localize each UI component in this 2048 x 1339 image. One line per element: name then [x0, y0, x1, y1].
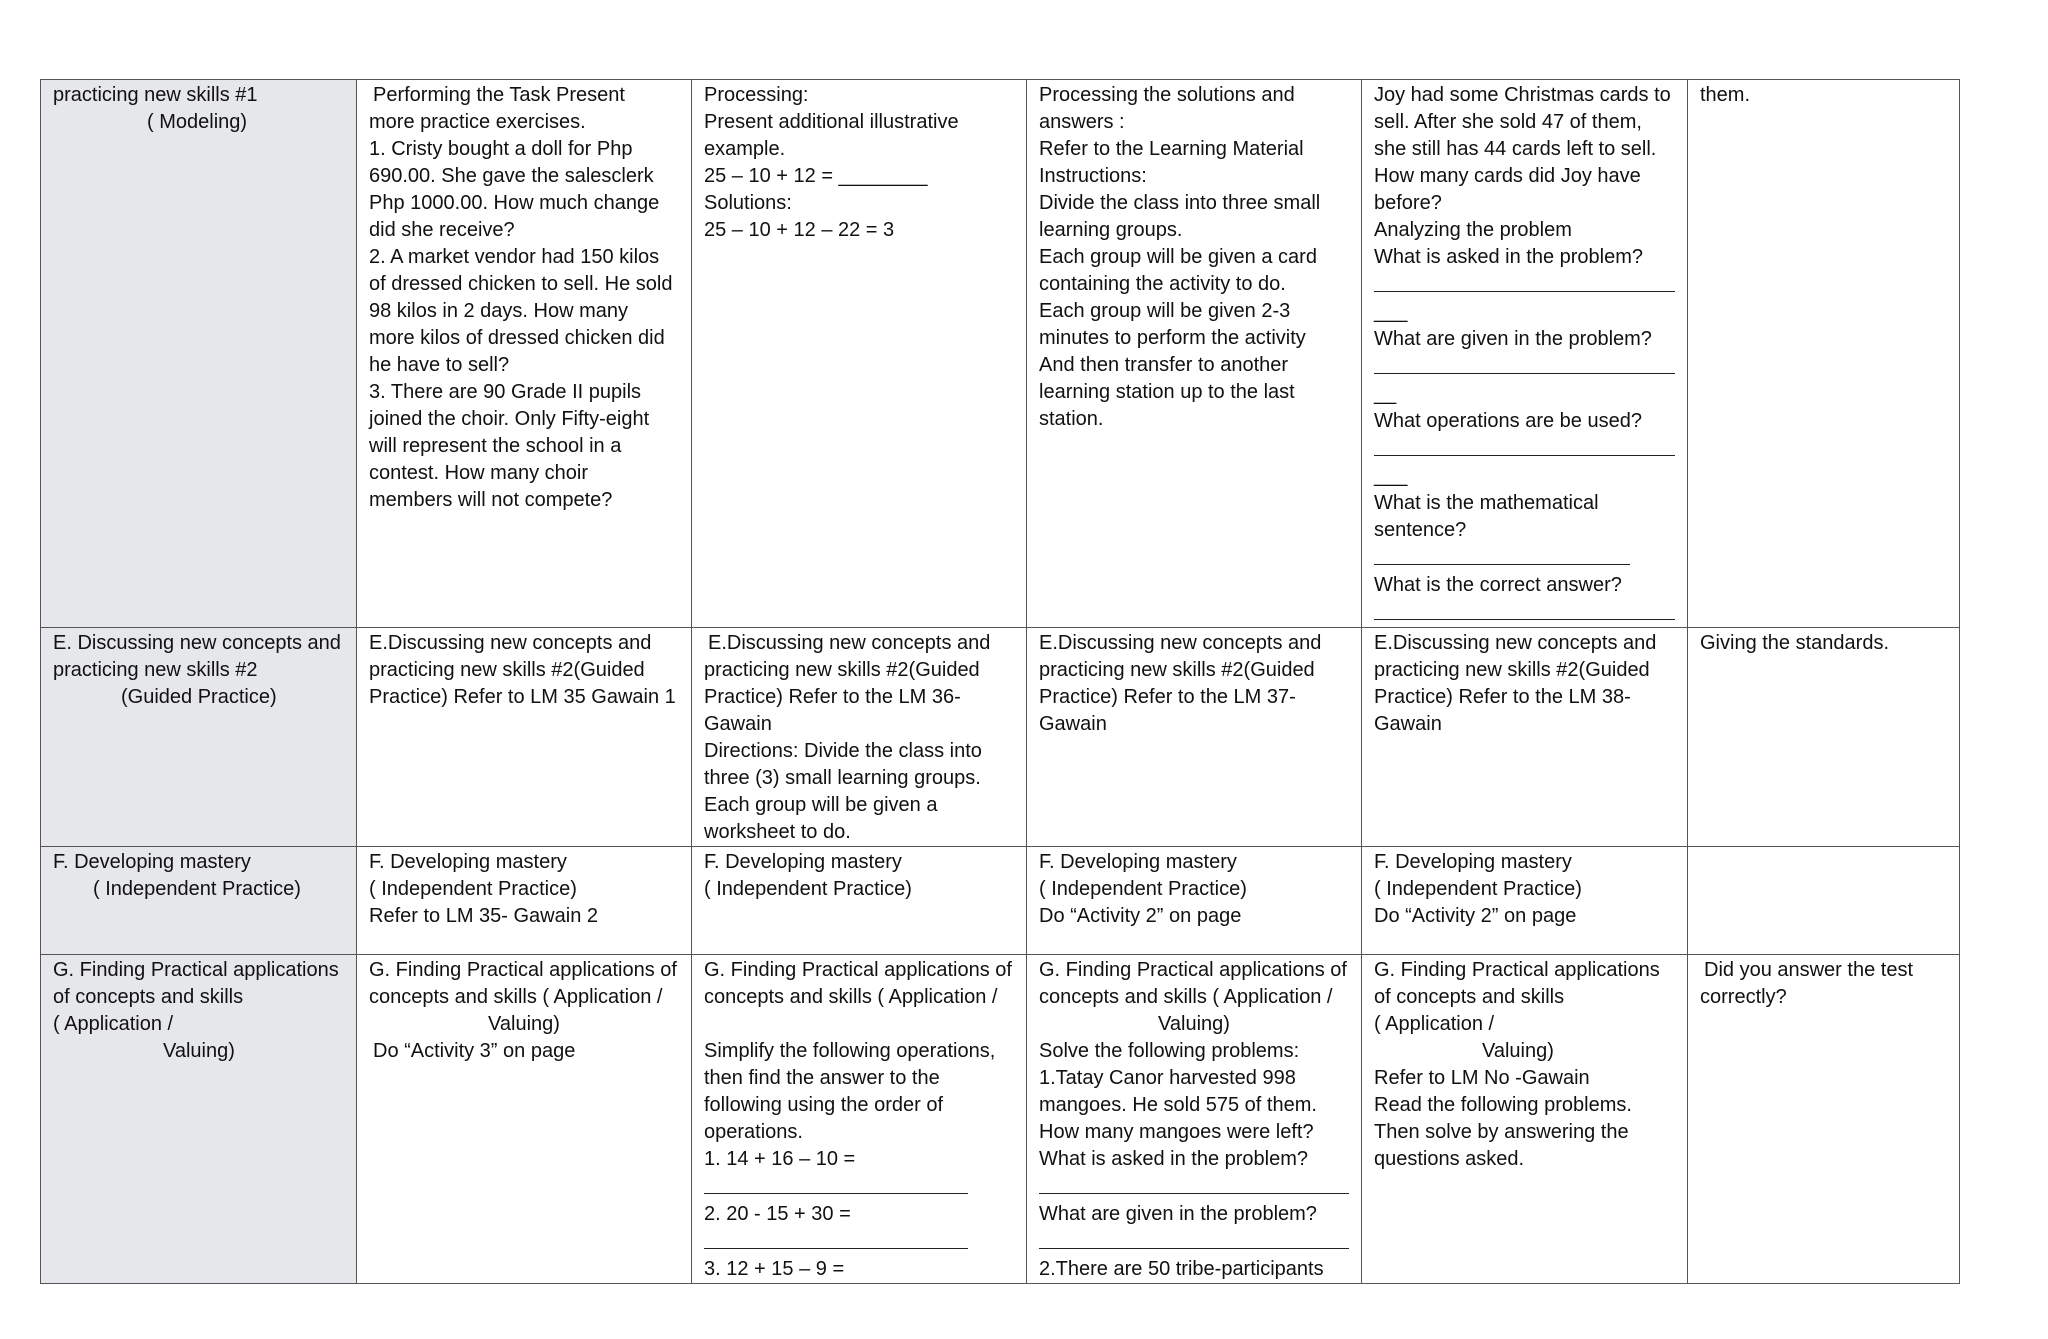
- cell-text-line: containing the activity to do.: [1039, 273, 1286, 295]
- cell-text-line: Simplify the following operations,: [704, 1040, 996, 1062]
- cell-text-line: What are given in the problem?: [1374, 328, 1652, 350]
- cell-text-line: correctly?: [1700, 986, 1787, 1008]
- cell-text-line: ( Modeling): [147, 111, 248, 133]
- cell-text-line: ___: [1374, 465, 1408, 487]
- cell-day2-independent: [692, 847, 1027, 955]
- answer-blank-line: [704, 1173, 968, 1194]
- cell-text-line: Performing the Task Present: [373, 84, 625, 106]
- cell-text-line: concepts and skills ( Application /: [369, 986, 663, 1008]
- cell-day3-modeling: [1027, 80, 1362, 628]
- cell-text-line: before?: [1374, 192, 1442, 214]
- cell-text-line: Each group will be given 2-3: [1039, 300, 1291, 322]
- cell-day4-independent: [1362, 847, 1688, 955]
- cell-text-line: Analyzing the problem: [1374, 219, 1572, 241]
- cell-text-line: Valuing): [163, 1040, 235, 1062]
- cell-text-line: 2. A market vendor had 150 kilos: [369, 246, 660, 268]
- cell-text-line: G. Finding Practical applications: [53, 959, 339, 981]
- cell-day2-guided: [692, 628, 1027, 847]
- cell-text-line: What is the correct answer?: [1374, 574, 1622, 596]
- row-label-application-valuing: [41, 955, 357, 1284]
- cell-text-line: mangoes. He sold 575 of them.: [1039, 1094, 1317, 1116]
- cell-text-line: ( Application /: [1374, 1013, 1495, 1035]
- row-modeling: [41, 80, 1960, 628]
- cell-text-line: questions asked.: [1374, 1148, 1525, 1170]
- cell-text-line: E. Discussing new concepts and: [53, 632, 341, 654]
- cell-text-line: F. Developing mastery: [1374, 851, 1572, 873]
- cell-text-line: Do “Activity 2” on page: [1374, 905, 1577, 927]
- cell-text-line: F. Developing mastery: [369, 851, 567, 873]
- cell-text-line: joined the choir. Only Fifty-eight: [369, 408, 650, 430]
- cell-text-line: F. Developing mastery: [1039, 851, 1237, 873]
- cell-day5-application: [1688, 955, 1960, 1284]
- cell-text-line: Practice) Refer to LM 35 Gawain 1: [369, 686, 676, 708]
- cell-text-line: worksheet to do.: [704, 821, 851, 843]
- cell-text-line: Refer to LM No -Gawain: [1374, 1067, 1590, 1089]
- answer-blank-line: [1039, 1173, 1349, 1194]
- cell-text-line: contest. How many choir: [369, 462, 588, 484]
- cell-text-line: 3. There are 90 Grade II pupils: [369, 381, 642, 403]
- row-guided-practice: [41, 628, 1960, 847]
- cell-text-line: of dressed chicken to sell. He sold: [369, 273, 673, 295]
- cell-text-line: ___: [1374, 301, 1408, 323]
- cell-text-line: Solutions:: [704, 192, 792, 214]
- cell-text-line: Practice) Refer to the LM 37-: [1039, 686, 1296, 708]
- cell-text-line: of concepts and skills: [53, 986, 244, 1008]
- cell-text-line: Do “Activity 3” on page: [373, 1040, 576, 1062]
- cell-text-line: operations.: [704, 1121, 803, 1143]
- cell-text-line: 690.00. She gave the salesclerk: [369, 165, 654, 187]
- cell-text-line: Joy had some Christmas cards to: [1374, 84, 1671, 106]
- cell-text-line: Solve the following problems:: [1039, 1040, 1300, 1062]
- cell-text-line: following using the order of: [704, 1094, 944, 1116]
- answer-blank-line: [1374, 353, 1675, 374]
- cell-text-line: 98 kilos in 2 days. How many: [369, 300, 629, 322]
- cell-text-line: G. Finding Practical applications of: [369, 959, 677, 981]
- cell-text-line: more practice exercises.: [369, 111, 586, 133]
- cell-text-line: Instructions:: [1039, 165, 1147, 187]
- cell-text-line: practicing new skills #2(Guided: [1374, 659, 1650, 681]
- cell-text-line: 25 – 10 + 12 = ________: [704, 165, 928, 187]
- cell-text-line: ( Independent Practice): [369, 878, 577, 900]
- cell-text-line: G. Finding Practical applications of: [704, 959, 1012, 981]
- cell-text-line: more kilos of dressed chicken did: [369, 327, 665, 349]
- cell-text-line: What operations are be used?: [1374, 410, 1642, 432]
- cell-text-line: Refer to the Learning Material: [1039, 138, 1304, 160]
- cell-text-line: of concepts and skills: [1374, 986, 1565, 1008]
- cell-text-line: 2. 20 - 15 + 30 =: [704, 1203, 851, 1225]
- cell-text-line: learning groups.: [1039, 219, 1183, 241]
- cell-text-line: ( Independent Practice): [1039, 878, 1247, 900]
- cell-text-line: 1.Tatay Canor harvested 998: [1039, 1067, 1296, 1089]
- cell-text-line: Gawain: [704, 713, 772, 735]
- cell-text-line: answers :: [1039, 111, 1125, 133]
- cell-day3-guided: [1027, 628, 1362, 847]
- cell-day3-independent: [1027, 847, 1362, 955]
- cell-text-line: What is the mathematical: [1374, 492, 1599, 514]
- cell-text-line: Present additional illustrative: [704, 111, 959, 133]
- cell-text-line: then find the answer to the: [704, 1067, 940, 1089]
- cell-text-line: F. Developing mastery: [53, 851, 251, 873]
- cell-text-line: E.Discussing new concepts and: [708, 632, 991, 654]
- cell-text-line: ( Independent Practice): [1374, 878, 1582, 900]
- cell-text-line: did she receive?: [369, 219, 515, 241]
- cell-text-line: Gawain: [1374, 713, 1442, 735]
- cell-text-line: Directions: Divide the class into: [704, 740, 982, 762]
- cell-day3-application: [1027, 955, 1362, 1284]
- cell-text-line: What is asked in the problem?: [1374, 246, 1644, 268]
- cell-text-line: What is asked in the problem?: [1039, 1148, 1309, 1170]
- cell-day1-guided: [357, 628, 692, 847]
- cell-text-line: G. Finding Practical applications: [1374, 959, 1660, 981]
- answer-blank-line: [1374, 599, 1675, 620]
- cell-text-line: concepts and skills ( Application /: [704, 986, 998, 1008]
- cell-day2-modeling: [692, 80, 1027, 628]
- cell-text-line: 25 – 10 + 12 – 22 = 3: [704, 219, 895, 241]
- cell-text-line: 1. 14 + 16 – 10 =: [704, 1148, 856, 1170]
- cell-text-line: What are given in the problem?: [1039, 1203, 1317, 1225]
- cell-text-line: Then solve by answering the: [1374, 1121, 1629, 1143]
- cell-day1-application: [357, 955, 692, 1284]
- row-independent-practice: [41, 847, 1960, 955]
- cell-text-line: (Guided Practice): [121, 686, 277, 708]
- cell-text-line: Each group will be given a: [704, 794, 938, 816]
- cell-day2-application: [692, 955, 1027, 1284]
- cell-text-line: practicing new skills #2(Guided: [1039, 659, 1315, 681]
- cell-text-line: __: [1374, 383, 1397, 405]
- cell-text-line: Did you answer the test: [1704, 959, 1913, 981]
- cell-text-line: she still has 44 cards left to sell.: [1374, 138, 1657, 160]
- cell-text-line: E.Discussing new concepts and: [1374, 632, 1657, 654]
- cell-text-line: members will not compete?: [369, 489, 613, 511]
- answer-blank-line: [1374, 544, 1630, 565]
- cell-text-line: F. Developing mastery: [704, 851, 902, 873]
- cell-text-line: E.Discussing new concepts and: [369, 632, 652, 654]
- cell-day5-guided: [1688, 628, 1960, 847]
- cell-text-line: sell. After she sold 47 of them,: [1374, 111, 1642, 133]
- row-label-guided-practice: [41, 628, 357, 847]
- cell-text-line: Read the following problems.: [1374, 1094, 1632, 1116]
- cell-text-line: Valuing): [488, 1013, 560, 1035]
- cell-text-line: And then transfer to another: [1039, 354, 1289, 376]
- cell-text-line: Processing the solutions and: [1039, 84, 1295, 106]
- cell-text-line: ( Independent Practice): [704, 878, 912, 900]
- cell-text-line: will represent the school in a: [369, 435, 622, 457]
- cell-text-line: three (3) small learning groups.: [704, 767, 981, 789]
- cell-text-line: 2.There are 50 tribe-participants: [1039, 1258, 1324, 1280]
- cell-text-line: Gawain: [1039, 713, 1107, 735]
- cell-text-line: Valuing): [1158, 1013, 1230, 1035]
- cell-day1-modeling: [357, 80, 692, 628]
- cell-text-line: Valuing): [1482, 1040, 1554, 1062]
- cell-text-line: sentence?: [1374, 519, 1467, 541]
- row-application-valuing: [41, 955, 1960, 1284]
- cell-day5-modeling: [1688, 80, 1960, 628]
- cell-text-line: 1. Cristy bought a doll for Php: [369, 138, 633, 160]
- cell-text-line: example.: [704, 138, 786, 160]
- cell-day5-independent: [1688, 847, 1960, 955]
- cell-text-line: Do “Activity 2” on page: [1039, 905, 1242, 927]
- row-label-independent-practice: [41, 847, 357, 955]
- lesson-plan-table: [40, 79, 1960, 1284]
- answer-blank-line: [1374, 271, 1675, 292]
- cell-text-line: Practice) Refer to the LM 36-: [704, 686, 961, 708]
- cell-text-line: Divide the class into three small: [1039, 192, 1321, 214]
- cell-text-line: practicing new skills #2(Guided: [369, 659, 645, 681]
- cell-day4-guided: [1362, 628, 1688, 847]
- cell-text-line: practicing new skills #2(Guided: [704, 659, 980, 681]
- cell-day4-modeling: [1362, 80, 1688, 628]
- row-label-modeling: [41, 80, 357, 628]
- cell-text-line: Php 1000.00. How much change: [369, 192, 660, 214]
- cell-text-line: concepts and skills ( Application /: [1039, 986, 1333, 1008]
- cell-text-line: ( Independent Practice): [93, 878, 301, 900]
- cell-text-line: station.: [1039, 408, 1104, 430]
- cell-text-line: practicing new skills #2: [53, 659, 258, 681]
- cell-text-line: Each group will be given a card: [1039, 246, 1317, 268]
- cell-text-line: Giving the standards.: [1700, 632, 1889, 654]
- cell-text-line: Refer to LM 35- Gawain 2: [369, 905, 598, 927]
- cell-text-line: 3. 12 + 15 – 9 =: [704, 1258, 845, 1280]
- answer-blank-line: [1039, 1228, 1349, 1249]
- cell-text-line: he have to sell?: [369, 354, 510, 376]
- cell-text-line: How many mangoes were left?: [1039, 1121, 1314, 1143]
- cell-text-line: Processing:: [704, 84, 809, 106]
- cell-day1-independent: [357, 847, 692, 955]
- cell-text-line: G. Finding Practical applications of: [1039, 959, 1347, 981]
- answer-blank-line: [1374, 435, 1675, 456]
- cell-text-line: practicing new skills #1: [53, 84, 258, 106]
- cell-text-line: E.Discussing new concepts and: [1039, 632, 1322, 654]
- cell-text-line: ( Application /: [53, 1013, 174, 1035]
- cell-text-line: them.: [1700, 84, 1751, 106]
- answer-blank-line: [704, 1228, 968, 1249]
- cell-text-line: minutes to perform the activity: [1039, 327, 1306, 349]
- cell-day4-application: [1362, 955, 1688, 1284]
- cell-text-line: Practice) Refer to the LM 38-: [1374, 686, 1631, 708]
- cell-text-line: learning station up to the last: [1039, 381, 1295, 403]
- cell-text-line: How many cards did Joy have: [1374, 165, 1641, 187]
